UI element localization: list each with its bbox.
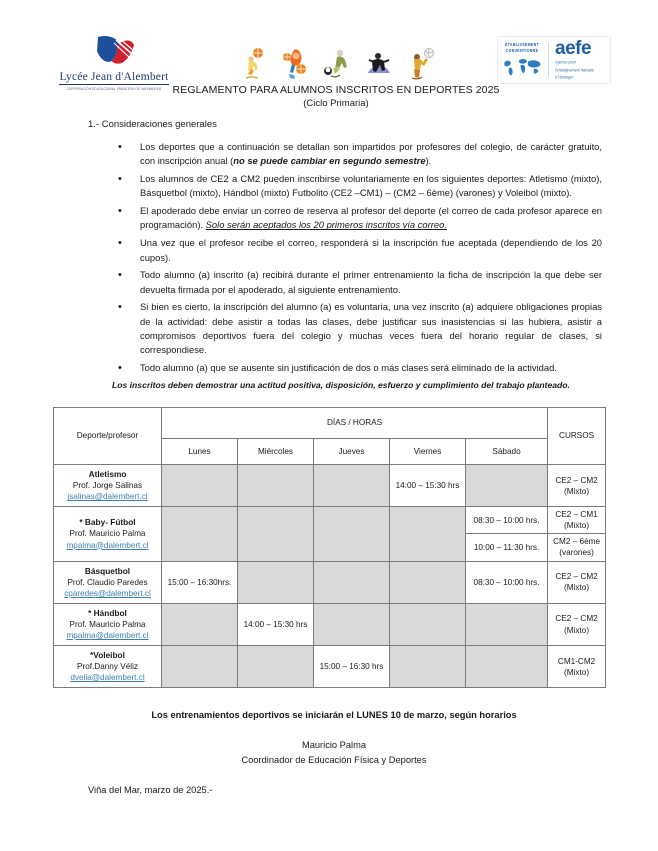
rule-text-fragment: ). [425, 155, 432, 167]
rule-text-fragment: Solo serán aceptados los 20 primeros inscritos vía correo. [205, 219, 447, 231]
professor-name: Prof. Jorge Salinas [72, 481, 143, 491]
page-title: REGLAMENTO PARA ALUMNOS INSCRITOS EN DEPORTES 2025 [172, 84, 500, 96]
rule-text-fragment: El apoderado debe enviar un correo de reserva al profesor del deporte (el correo de cada profesor aparece en programación). [140, 205, 602, 231]
soccer-player-icon [322, 47, 352, 81]
closing-note: Los inscritos deben demostrar una actitud positiva, disposición, esfuerzo y cumplimiento del trabajo planteado. [112, 379, 570, 390]
cell-time-sabado: 10:00 – 11:30 hrs. [466, 534, 548, 561]
aefe-logo [497, 36, 611, 84]
table-row [54, 646, 606, 688]
schedule-table-head [54, 407, 606, 464]
schedule-table-wrapper [53, 407, 605, 689]
header-sport-professor: Deporte/profesor [54, 407, 162, 464]
header-day-viernes: Viernes [390, 438, 466, 464]
school-crest-icon [50, 33, 178, 67]
rule-text-fragment: Una vez que el profesor recibe el correo, responderá si la inscripción fue aceptada (dependiendo de los 20 cupos). [140, 237, 602, 263]
cell-time-sabado: 08:30 – 10:00 hrs. [466, 507, 548, 534]
rule-text-fragment: Los deportes que a continuación se detallan son impartidos por profesores del colegio, de carácter gratuito, con inscripción anual ( [140, 141, 602, 167]
cell-empty-miercoles [238, 646, 314, 688]
cell-time-jueves: 15:00 – 16:30 hrs [314, 646, 390, 688]
rule-item [112, 300, 602, 357]
cell-empty-jueves [314, 507, 390, 561]
professor-name: Prof.Danny Véliz [77, 662, 138, 672]
etablissement-line2: CONVENTIONNÉ [505, 48, 539, 53]
course-code: CM2 – 6ème [553, 537, 600, 547]
cell-sport-professor [54, 507, 162, 561]
start-date-note: Los entrenamientos deportivos se iniciarán el LUNES 10 de marzo, según horarios [151, 710, 517, 721]
sport-name: Atletismo [88, 468, 127, 479]
rule-item [112, 268, 602, 297]
schedule-table [53, 407, 606, 689]
school-logo-subtitle: CORPORACIÓN EDUCACIONAL FRANCESA DE VALPARAÍSO [66, 86, 162, 91]
cell-empty-sabado [466, 646, 548, 688]
cell-time-lunes: 15:00 – 16:30hrs. [162, 561, 238, 603]
school-logo-name: Lycée Jean d'Alembert [59, 71, 169, 83]
rule-text-fragment: Todo alumno (a) inscrito (a) recibirá durante el primer entrenamiento la ficha de inscripción la que debe ser devuelta firmada por el apoderado, al siguiente entrenamiento. [140, 269, 602, 295]
cell-empty-lunes [162, 507, 238, 561]
header-day-lunes: Lunes [162, 438, 238, 464]
cell-time-miercoles: 14:00 – 15:30 hrs [238, 603, 314, 645]
rule-item [112, 361, 602, 375]
rule-item [112, 204, 602, 233]
handball-goalkeeper-icon [364, 47, 394, 81]
professor-email-link[interactable]: cparedes@dalembert.cl [64, 588, 151, 598]
table-row [54, 603, 606, 645]
cell-course [548, 646, 606, 688]
schedule-table-body [54, 464, 606, 688]
aefe-tagline-line1: Agence pour [555, 60, 576, 65]
signer-name: Mauricio Palma [301, 740, 367, 751]
aefe-wordmark: aefe [555, 38, 592, 60]
header-day-miércoles: Miércoles [238, 438, 314, 464]
cell-empty-jueves [314, 464, 390, 506]
signature-block [0, 738, 658, 767]
cell-empty-viernes [390, 646, 466, 688]
course-code: CE2 – CM2 [555, 614, 598, 624]
professor-email-link[interactable]: mpalma@dalembert.cl [66, 540, 149, 550]
cell-empty-lunes [162, 603, 238, 645]
course-code: CE2 – CM2 [555, 572, 598, 582]
rules-list [112, 140, 602, 375]
rule-text-fragment: no se puede cambiar en segundo semestre [233, 155, 426, 167]
cell-course [548, 534, 606, 561]
course-gender: (Mixto) [564, 625, 590, 635]
place-date: Viña del Mar, marzo de 2025.- [88, 785, 213, 796]
rule-text-fragment: Los alumnos de CE2 a CM2 pueden inscribirse voluntariamente en los siguientes deportes: Atletismo (mixto), Básquetbol (mixto), Hándbol (mixto) Futbolito (CE2 –CM1) – (CM2 – 6ème) (varones) y Voleibol (mixto). [140, 173, 602, 199]
cell-empty-sabado [466, 603, 548, 645]
aefe-wordmark-block [549, 39, 594, 81]
school-logo [50, 33, 178, 91]
cell-sport-professor [54, 603, 162, 645]
course-gender: (Mixto) [564, 486, 590, 496]
table-row [54, 507, 606, 534]
course-code: CM1-CM2 [557, 656, 596, 666]
cell-empty-viernes [390, 603, 466, 645]
section-heading: 1.- Consideraciones generales [88, 119, 217, 130]
professor-name: Prof. Claudio Paredes [67, 577, 148, 587]
cell-course [548, 561, 606, 603]
header-courses: CURSOS [548, 407, 606, 464]
sport-name: * Hándbol [88, 607, 127, 618]
signer-title: Coordinador de Educación Física y Deportes [241, 754, 427, 765]
sports-icons-row [238, 47, 436, 81]
basketball-mascot-icon [280, 47, 310, 81]
page-subtitle: (Ciclo Primaria) [303, 98, 369, 109]
rule-item [112, 236, 602, 265]
rule-item [112, 140, 602, 169]
cell-sport-professor [54, 646, 162, 688]
header-day-sábado: Sábado [466, 438, 548, 464]
cell-sport-professor [54, 464, 162, 506]
cell-empty-sabado [466, 464, 548, 506]
cell-empty-viernes [390, 507, 466, 561]
professor-email-link[interactable]: dvelia@dalembert.cl [70, 673, 145, 683]
course-gender: (Mixto) [564, 521, 590, 531]
sport-name: *Voleibol [90, 650, 125, 661]
cell-course [548, 464, 606, 506]
aefe-tagline-line3: à l'étranger [555, 75, 574, 81]
professor-email-link[interactable]: jsalinas@dalembert.cl [67, 492, 148, 502]
cell-time-viernes: 14:00 – 15:30 hrs [390, 464, 466, 506]
cell-empty-miercoles [238, 561, 314, 603]
etablissement-line1: ÉTABLISSEMENT [505, 42, 539, 47]
cell-time-sabado: 08:30 – 10:00 hrs. [466, 561, 548, 603]
cell-empty-miercoles [238, 464, 314, 506]
course-code: CE2 – CM2 [555, 475, 598, 485]
rule-item [112, 172, 602, 201]
rule-text-fragment: Todo alumno (a) que se ausente sin justificación de dos o más clases será eliminado de la actividad. [140, 362, 557, 374]
cell-empty-lunes [162, 464, 238, 506]
table-row [54, 464, 606, 506]
cell-course [548, 603, 606, 645]
cell-empty-lunes [162, 646, 238, 688]
header-day-jueves: Jueves [314, 438, 390, 464]
cell-sport-professor [54, 561, 162, 603]
volleyball-player-icon [406, 47, 436, 81]
table-row [54, 561, 606, 603]
course-code: CE2 – CM1 [555, 510, 598, 520]
cell-course [548, 507, 606, 534]
rule-text-fragment: Si bien es cierto, la inscripción del alumno (a) es voluntaria, una vez inscrito (a) adquiere obligaciones propias de la actividad: debe asistir a todas las clases, debe justificar sus inasistencias si las hubiera, asistir a compromisos deportivos fuera del colegio y muchas veces fuera del horario regular de clases, si correspondiese. [140, 301, 602, 356]
professor-name: Prof. Mauricio Palma [69, 620, 146, 630]
course-gender: (Mixto) [564, 667, 590, 677]
header-days-hours: DÍAS / HORAS [162, 407, 548, 438]
cell-empty-miercoles [238, 507, 314, 561]
aefe-tagline-line2: l'enseignement français [555, 67, 594, 73]
cell-empty-viernes [390, 561, 466, 603]
sport-name: * Baby- Fútbol [79, 517, 136, 528]
basketball-player-icon [238, 47, 268, 81]
world-map-icon [500, 55, 544, 77]
course-gender: (Mixto) [564, 583, 590, 593]
sport-name: Básquetbol [84, 565, 131, 576]
cell-empty-jueves [314, 603, 390, 645]
etablissement-conventionne-block [498, 43, 548, 78]
cell-empty-jueves [314, 561, 390, 603]
professor-email-link[interactable]: mpalma@dalembert.cl [66, 631, 149, 641]
professor-name: Prof. Mauricio Palma [69, 529, 146, 539]
course-gender: (varones) [559, 548, 594, 558]
